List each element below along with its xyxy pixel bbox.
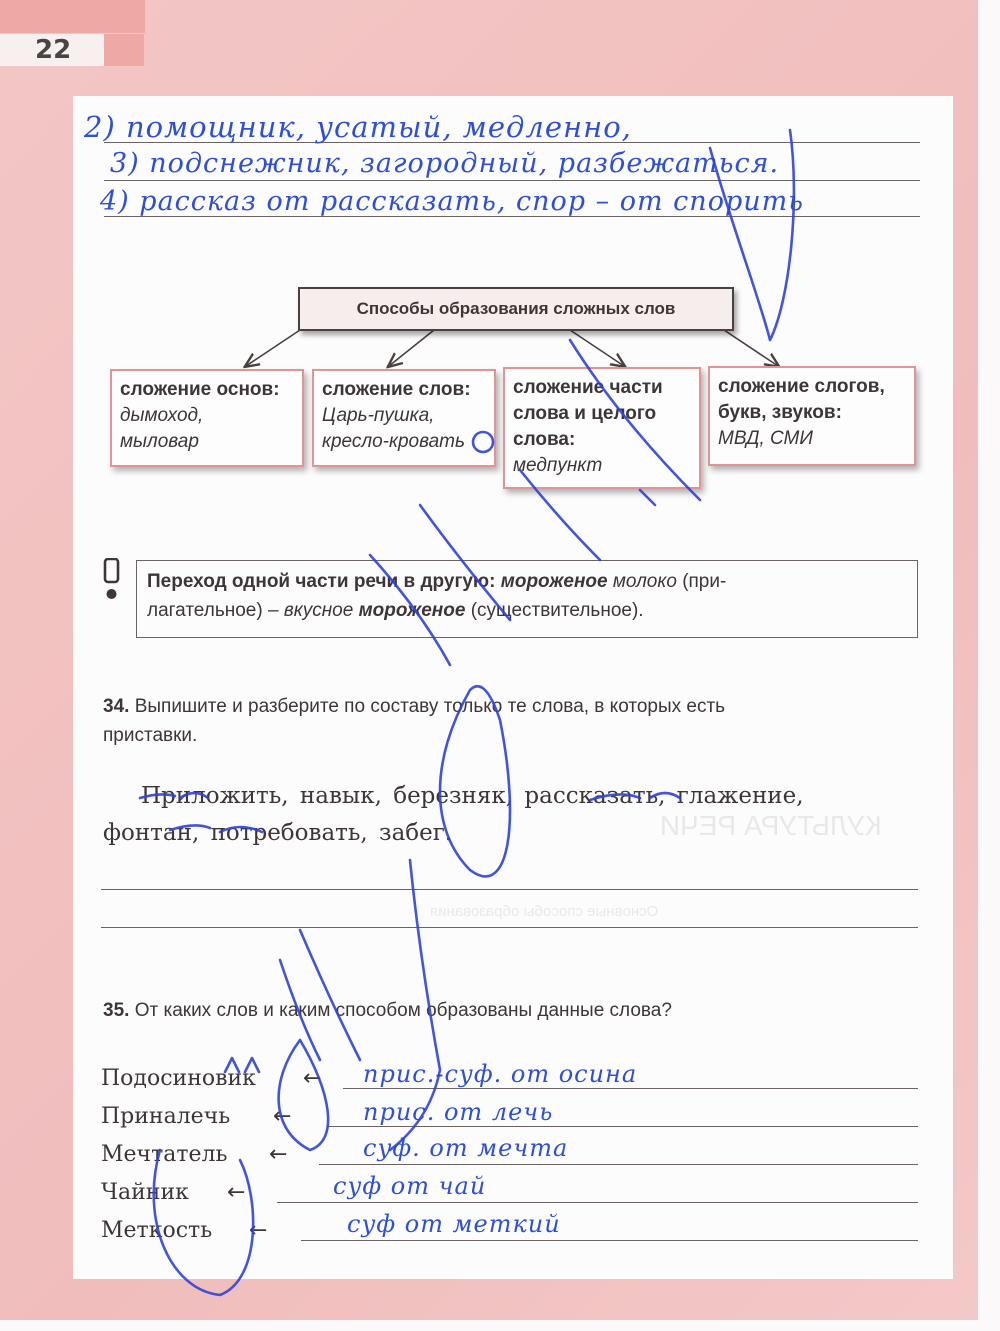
derivation-row <box>101 1060 919 1096</box>
box-heading: сложение основ: <box>120 379 280 400</box>
diagram-box-abbreviation <box>708 366 916 466</box>
handwritten-answer-line-2: 2) помощник, усатый, медленно, <box>84 110 632 144</box>
word-list-line: Приложить, навык, березняк, рассказать, глажение, <box>141 783 804 809</box>
derivation-row <box>101 1098 919 1134</box>
bleed-through-diagram-title: Основные способы образования <box>430 903 659 920</box>
task-34-word-list <box>103 778 923 852</box>
rule-note-box <box>136 560 918 638</box>
page-number: 22 <box>35 35 72 65</box>
task-text: приставки. <box>103 725 198 746</box>
task-number: 35. <box>103 1000 130 1021</box>
handwritten-answer: суф. от мечта <box>363 1134 569 1162</box>
rule-lead: Переход одной части речи в другую: <box>147 571 496 592</box>
task-text: От каких слов и каким способом образованы данные слова? <box>134 1000 672 1021</box>
bleed-through-heading: КУЛЬТУРА РЕЧИ <box>660 810 882 841</box>
left-arrow-icon: ← <box>269 1142 288 1167</box>
answer-line <box>327 1126 918 1127</box>
rule-word: мороженое <box>500 571 608 592</box>
box-heading: сложение слогов, <box>718 376 885 397</box>
handwritten-answer: суф от меткий <box>347 1210 561 1238</box>
box-heading: сложение части <box>513 377 663 398</box>
word-list-line: фонтан, потребовать, забег. <box>103 820 453 846</box>
answer-line <box>101 927 918 928</box>
answer-line <box>101 889 918 890</box>
derived-word: Мечтатель <box>101 1142 228 1167</box>
answer-line <box>301 1240 918 1241</box>
box-example: мыловар <box>120 431 199 452</box>
box-example: дымоход, <box>120 405 204 426</box>
handwritten-answer-line-3: 3) подснежник, загородный, разбежаться. <box>110 148 780 179</box>
task-text: Выпишите и разберите по составу только те слова, в которых есть <box>134 696 726 717</box>
derived-word: Подосиновик <box>101 1066 256 1091</box>
handwritten-answer: прис. от лечь <box>363 1098 554 1126</box>
derivation-row <box>101 1210 919 1248</box>
rule-line2-start: лагательное) – <box>147 600 279 621</box>
rule-word: вкусное <box>283 600 354 621</box>
derived-word: Приналечь <box>101 1104 231 1129</box>
handwritten-answer-line-4: 4) рассказ от рассказать, спор – от спорить <box>100 186 804 217</box>
diagram-box-part-and-whole-compounding <box>503 367 701 489</box>
answer-line <box>343 1088 918 1089</box>
answer-line <box>277 1202 918 1203</box>
derivation-row <box>101 1134 919 1172</box>
derivation-row <box>101 1172 919 1210</box>
task-35-instructions <box>103 996 918 1025</box>
rule-paren: (существительное). <box>470 600 644 621</box>
rule-paren: (при- <box>682 571 727 592</box>
box-heading: букв, звуков: <box>718 402 842 423</box>
task-34-instructions <box>103 692 918 750</box>
box-heading: слова и целого <box>513 403 657 424</box>
answer-line <box>319 1164 918 1165</box>
diagram-box-word-compounding <box>312 369 496 467</box>
diagram-box-stem-compounding <box>110 369 304 467</box>
box-heading: сложение слов: <box>322 379 471 400</box>
derived-word: Меткость <box>101 1218 213 1243</box>
rule-word: молоко <box>612 571 677 592</box>
box-example: кресло-кровать <box>322 431 465 452</box>
left-arrow-icon: ← <box>303 1066 322 1091</box>
left-arrow-icon: ← <box>227 1180 246 1205</box>
task-number: 34. <box>103 696 130 717</box>
box-example: медпункт <box>513 455 603 476</box>
diagram-title: Способы образования сложных слов <box>298 287 734 331</box>
box-heading: слова: <box>513 429 576 450</box>
rule-word: мороженое <box>358 600 466 621</box>
box-example: МВД, СМИ <box>718 428 813 449</box>
box-example: Царь-пушка, <box>322 405 435 426</box>
exclamation-icon <box>103 558 121 602</box>
left-arrow-icon: ← <box>249 1218 268 1243</box>
left-arrow-icon: ← <box>273 1104 292 1129</box>
derived-word: Чайник <box>101 1180 189 1205</box>
handwritten-answer: суф от чай <box>333 1172 487 1200</box>
handwritten-answer: прис.-суф. от осина <box>363 1060 638 1088</box>
